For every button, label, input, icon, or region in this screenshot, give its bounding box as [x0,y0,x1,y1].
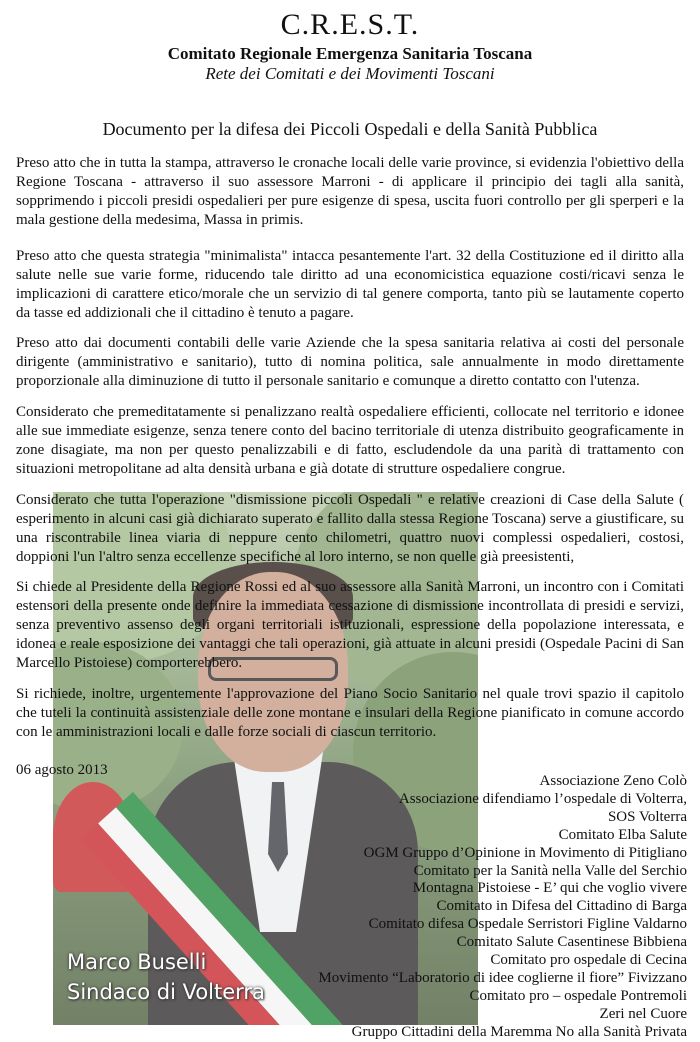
signatory: Comitato pro – ospedale Pontremoli [469,987,687,1004]
document-header [0,8,700,84]
signatory: Associazione difendiamo l’ospedale di Volterra, [398,790,687,807]
signatory: Comitato Elba Salute [558,826,687,843]
signatory: Gruppo Cittadini della Maremma No alla Sanità Privata [351,1023,687,1040]
paragraph-7: Si richiede, inoltre, urgentemente l'approvazione del Piano Socio Sanitario nel quale trovi spazio il capitolo che tuteli la continuità assistenziale delle zone montane e insulari della Regione pianificato in comune accordo con le amministrazioni locali e dalle forze sociali di ciascun territorio. [16,686,684,740]
signatory: Zeri nel Cuore [599,1005,687,1022]
signatory: Comitato difesa Ospedale Serristori Figline Valdarno [368,916,687,933]
org-full-name: Comitato Regionale Emergenza Sanitaria Toscana [167,44,533,63]
paragraph-2: Preso atto che questa strategia "minimalista" intacca pesantemente l'art. 32 della Costituzione ed il diritto alla salute nelle sue varie forme, riducendo tale diritto ad una economicistica equazione costi/ricavi senza le implicazioni di carattere etico/morale che un servizio di tal genere comporta, tanto più se lautamente coperto da tasse ed addizionali che il cittadino è tenuto a pagare. [16,248,684,321]
photo-caption-role: Sindaco di Volterra [67,980,265,1004]
org-network: Rete dei Comitati e dei Movimenti Toscani [205,64,495,83]
signatory: Movimento “Laboratorio di idee coglierne il fiore” Fivizzano [318,969,687,986]
paragraph-3: Preso atto dai documenti contabili delle varie Aziende che la spesa sanitaria relativa ai costi del personale dirigente (amministrativo e sanitario), tutto di nomina politica, sale annualmente in modo direttamente proporzionale alla diminuzione di tutto il personale sanitario e comunque a diretto contatto con l'utenza. [16,335,684,389]
paragraph-1: Preso atto che in tutta la stampa, attraverso le cronache locali delle varie province, si evidenzia l'obiettivo della Regione Toscana - attraverso il suo assessore Marroni - di applicare il principio dei tagli alla sanità, sopprimendo i piccoli presidi ospedalieri per pure esigenze di spesa, uscita fuori controllo per gli sperperi e la mala gestione della medesima, Massa in primis. [16,155,684,228]
signatory: Comitato in Difesa del Cittadino di Barga [436,898,687,915]
signatory: Associazione Zeno Colò [539,773,687,789]
paragraph-5: Considerato che tutta l'operazione "dismissione piccoli Ospedali " e relative creazioni di Case della Salute ( esperimento in alcuni casi già dichiarato superato e fallito dalla stessa Regione Toscana) serve a giustificare, su una riscontrabile linea viaria di neppure cento chilometri, quattro nuovi complessi ospedalieri, costosi, doppioni l'un l'altro senza eccellenze specifiche al loro interno, se non quelle già preesistenti, [16,492,684,565]
document-date: 06 agosto 2013 [16,762,108,778]
signatory: Comitato Salute Casentinese Bibbiena [456,934,687,951]
signatory: Montagna Pistoiese - E’ qui che voglio vivere [412,880,687,897]
paragraph-4: Considerato che premeditatamente si penalizzano realtà ospedaliere efficienti, collocate nel territorio e idonee alle sue immediate esigenze, senza tenere conto del bacino territoriale di utenza distribuito geograficamente in zone disagiate, ma non per questo penalizzabili e di fatto, escludendole da una parità di trattamento con situazioni metropolitane ad alta densità urbana e già dotate di strutture ospedaliere congrue. [16,404,684,477]
document-title: Documento per la difesa dei Piccoli Ospedali e della Sanità Pubblica [102,119,598,139]
photo-caption-name: Marco Buselli [67,950,207,974]
signatory: OGM Gruppo d’Opinione in Movimento di Pitigliano [363,844,687,861]
signatory: SOS Volterra [607,808,687,825]
org-acronym: C.R.E.S.T. [280,8,420,41]
paragraph-6: Si chiede al Presidente della Regione Rossi ed al suo assessore alla Sanità Marroni, un incontro con i Comitati estensori della presente onde definire la immediata cessazione di dismissione incontrollata di presidi e servizi, senza preventivo assenso degli organi territoriali istituzionali, espressione della popolazione interessata, e idonea e reale esposizione dei vantaggi che tali operazioni, già attuate in alcuni presidi (Ospedale Pacini di San Marcello Pistoiese) comporterebbero. [16,579,684,671]
signatory: Comitato pro ospedale di Cecina [490,952,687,969]
signatories-list [318,773,687,1042]
signatory: Comitato per la Sanità nella Valle del Serchio [413,862,687,879]
